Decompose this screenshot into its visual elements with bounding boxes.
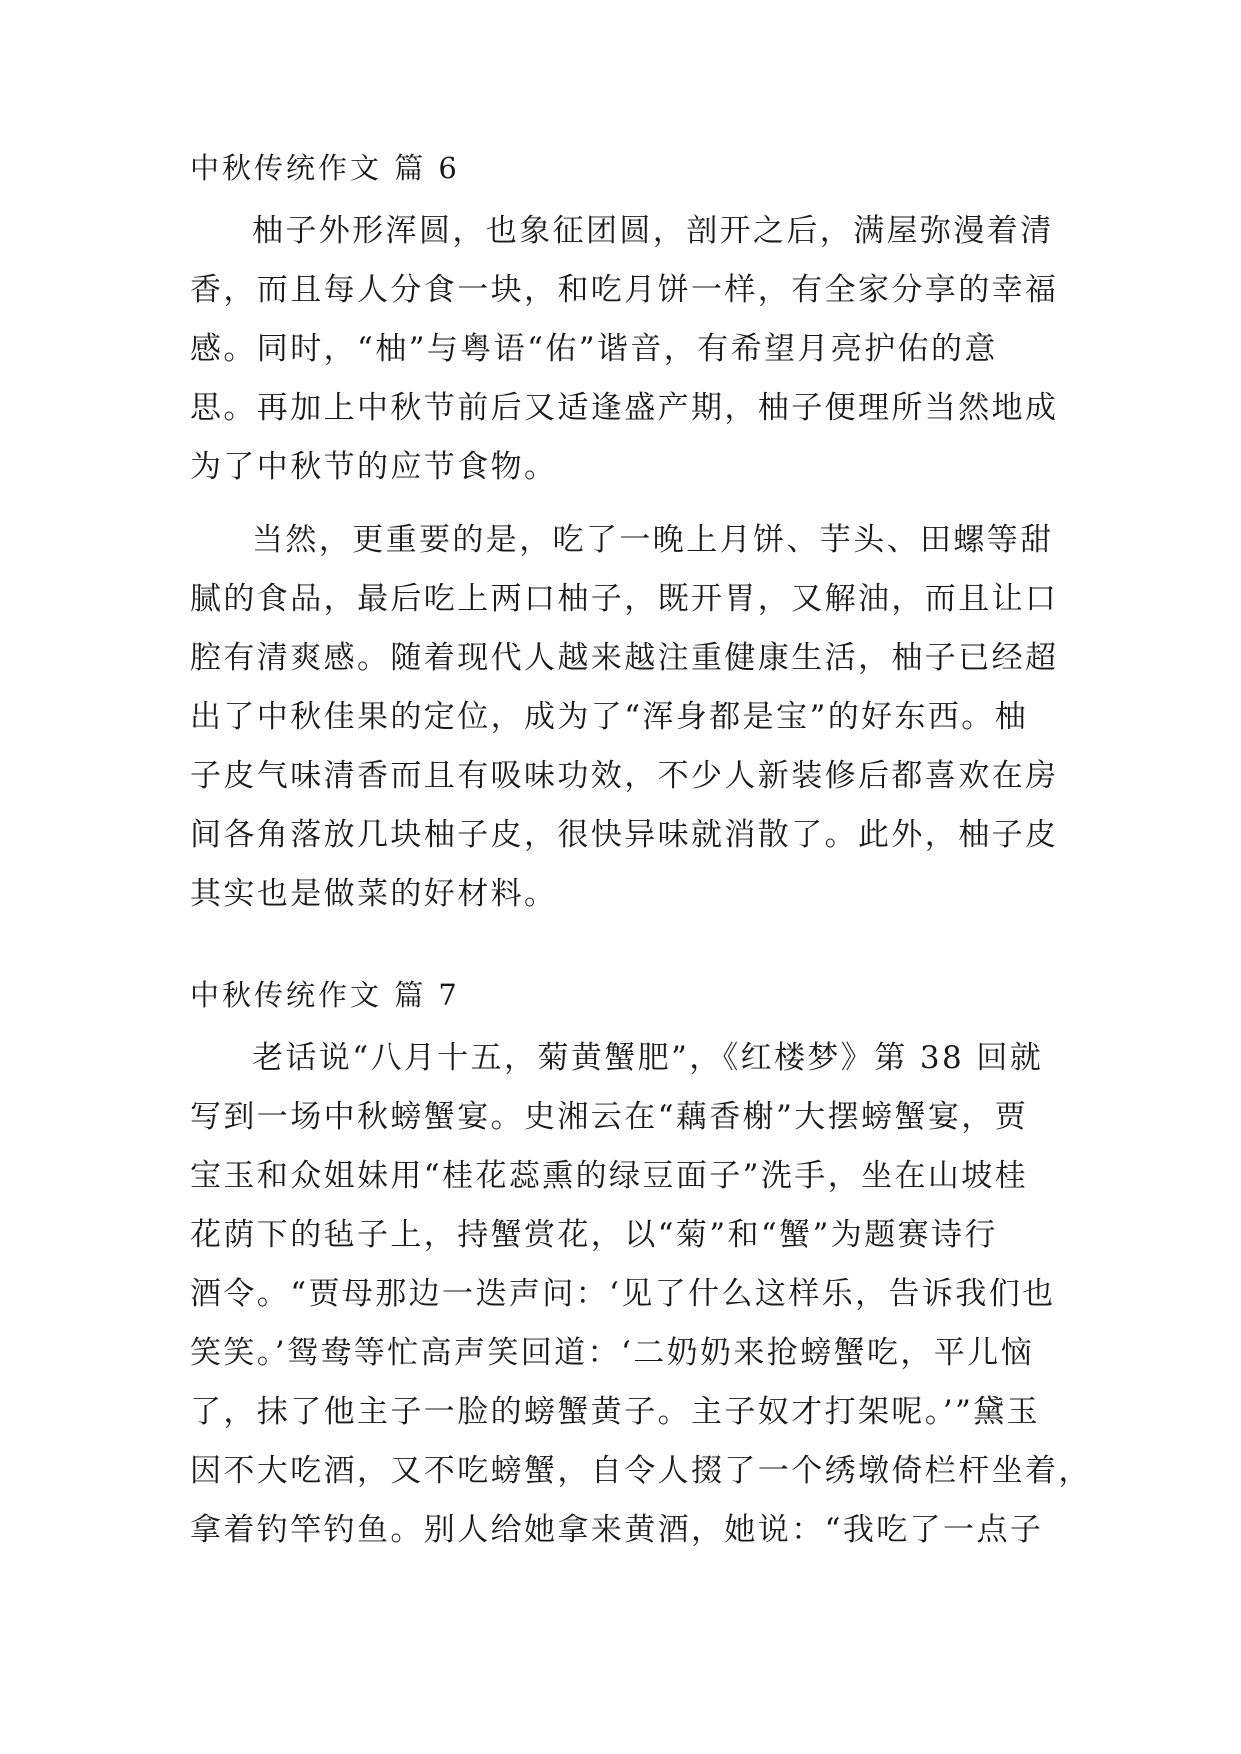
text-line: 因不大吃酒，又不吃螃蟹，自令人掇了一个绣墩倚栏杆坐着， [190,1453,1092,1489]
text-line: 写到一场中秋螃蟹宴。史湘云在“藕香榭”大摆螃蟹宴，贾 [190,1099,1029,1135]
text-line: 花荫下的毡子上，持蟹赏花，以“菊”和“蟹”为题赛诗行 [190,1217,998,1253]
paragraph [190,511,1060,924]
text-line: 当然，更重要的是，吃了一晚上月饼、芋头、田螺等甜 [252,522,1054,558]
text-line: 了，抹了他主子一脸的螃蟹黄子。主子奴才打架呢。’”黛玉 [190,1394,1040,1430]
text-line: 思。再加上中秋节前后又适逢盛产期，柚子便理所当然地成 [190,390,1059,426]
text-line: 老话说“八月十五，菊黄蟹肥”，《红楼梦》第 38 回就 [252,1040,1044,1076]
text-line: 腻的食品，最后吃上两口柚子，既开胃，又解油，而且让口 [190,581,1059,617]
text-line: 出了中秋佳果的定位，成为了“浑身都是宝”的好东西。柚 [190,699,1029,735]
text-line: 宝玉和众姐妹用“桂花蕊熏的绿豆面子”洗手，坐在山坡桂 [190,1158,1029,1194]
text-line: 拿着钓竿钓鱼。别人给她拿来黄酒，她说：“我吃了一点子 [190,1512,1044,1548]
text-line: 酒令。“贾母那边一迭声问：‘见了什么这样乐，告诉我们也 [190,1276,1056,1312]
text-line: 香，而且每人分食一块，和吃月饼一样，有全家分享的幸福 [190,272,1059,308]
paragraph [190,1029,1092,1560]
text-line: 其实也是做菜的好材料。 [190,876,558,912]
essay-section-7 [190,975,1092,1560]
text-line: 为了中秋节的应节食物。 [190,449,558,485]
section-heading: 中秋传统作文 篇 6 [190,151,460,185]
essay-section-6 [190,148,1060,924]
text-line: 间各角落放几块柚子皮，很快异味就消散了。此外，柚子皮 [190,817,1059,853]
paragraph [190,202,1060,497]
text-line: 腔有清爽感。随着现代人越来越注重健康生活，柚子已经超 [190,640,1059,676]
text-line: 柚子外形浑圆，也象征团圆，剖开之后，满屋弥漫着清 [252,213,1054,249]
text-line: 感。同时，“柚”与粤语“佑”谐音，有希望月亮护佑的意 [190,331,998,367]
section-heading: 中秋传统作文 篇 7 [190,978,460,1012]
text-line: 笑笑。’鸳鸯等忙高声笑回道：‘二奶奶来抢螃蟹吃，平儿恼 [190,1335,1035,1371]
text-line: 子皮气味清香而且有吸味功效，不少人新装修后都喜欢在房 [190,758,1059,794]
